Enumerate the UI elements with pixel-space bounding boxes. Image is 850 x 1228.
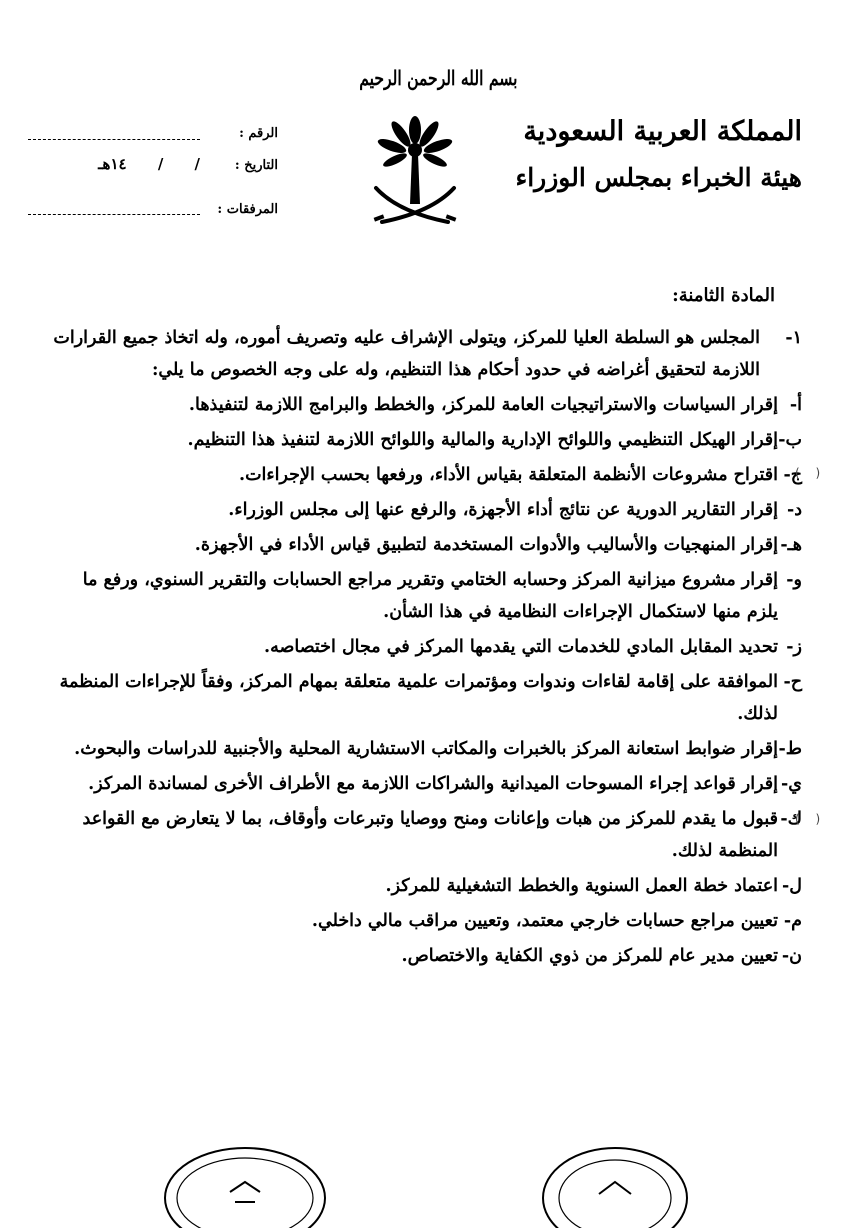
item-text: الموافقة على إقامة لقاءات وندوات ومؤتمرات علمية متعلقة بمهام المركز، وفقاً للإجراءات المنظمة لذلك.: [59, 672, 778, 724]
item-text: تحديد المقابل المادي للخدمات التي يقدمها المركز في مجال اختصاصه.: [264, 637, 778, 657]
article-item: [52, 529, 802, 561]
article-item: [52, 803, 802, 867]
item-marker: ب-: [778, 430, 802, 450]
article-item: [52, 631, 802, 663]
article-item: [52, 733, 802, 765]
item-text: تعيين مراجع حسابات خارجي معتمد، وتعيين مراقب مالي داخلي.: [311, 911, 778, 931]
item-marker: ز-: [786, 637, 802, 657]
item-text: إقرار المنهجيات والأساليب والأدوات المستخدمة لتطبيق قياس الأداء في الأجهزة.: [194, 535, 778, 555]
basmala: بسم الله الرحمن الرحيم: [359, 66, 518, 90]
article-heading: المادة الثامنة:: [672, 285, 775, 306]
item-marker: ن-: [781, 946, 802, 966]
article-item: [52, 494, 802, 526]
item-text: إقرار الهيكل التنظيمي واللوائح الإدارية والمالية واللوائح اللازمة لتنفيذ هذا التنظيم.: [187, 430, 778, 450]
article-item: [52, 564, 802, 628]
item-marker: ج-: [783, 465, 802, 485]
item-text: تعيين مدير عام للمركز من ذوي الكفاية والاختصاص.: [401, 946, 778, 966]
article-item: [52, 424, 802, 456]
article-item: [52, 870, 802, 902]
article-body: [52, 322, 802, 975]
item-text: اعتماد خطة العمل السنوية والخطط التشغيلية للمركز.: [385, 876, 778, 896]
item-marker: ط-: [778, 739, 802, 759]
item-text: إقرار ضوابط استعانة المركز بالخبرات والمكاتب الاستشارية المحلية والأجنبية للدراسات والبحوث.: [74, 739, 778, 759]
official-seal-left-icon: [160, 1142, 330, 1228]
paragraph-number: ١-: [785, 328, 802, 348]
article-item: [52, 389, 802, 421]
article-item: [52, 666, 802, 730]
ref-number-line: [28, 139, 200, 140]
article-item: [52, 940, 802, 972]
item-text: إقرار قواعد إجراء المسوحات الميدانية والشراكات اللازمة مع الأطراف الأخرى لمساندة المركز.: [88, 774, 778, 794]
article-item: [52, 905, 802, 937]
article-item: [52, 459, 802, 491]
org-name-line1: المملكة العربية السعودية: [523, 116, 802, 147]
item-marker: و-: [786, 570, 802, 590]
item-text: قبول ما يقدم للمركز من هبات وإعانات ومنح ووصايا وتبرعات وأوقاف، بما لا يتعارض مع القواعد المنظمة لذلك.: [82, 809, 778, 861]
margin-mark: ( ): [795, 466, 827, 480]
margin-mark: ( ): [795, 812, 827, 826]
article-items-list: [52, 389, 802, 972]
date-label: التاريخ :: [234, 158, 278, 173]
org-name-line2: هيئة الخبراء بمجلس الوزراء: [515, 163, 802, 192]
item-text: إقرار مشروع ميزانية المركز وحسابه الختامي وتقرير مراجع الحسابات والتقرير السنوي، ورفع ما يلزم منها لاستكمال الإجراءات النظامية في هذا الشأن.: [82, 570, 778, 622]
palm-swords-emblem-icon: [368, 108, 462, 236]
official-seal-right-icon: [535, 1138, 695, 1228]
item-marker: د-: [786, 500, 802, 520]
item-marker: ي-: [781, 774, 802, 794]
item-marker: ل-: [782, 876, 802, 896]
attachments-label: المرفقات :: [217, 202, 278, 217]
item-text: إقرار التقارير الدورية عن نتائج أداء الأجهزة، والرفع عنها إلى مجلس الوزراء.: [228, 500, 778, 520]
item-marker: ح-: [783, 672, 802, 692]
item-marker: أ-: [789, 395, 802, 415]
item-marker: م-: [783, 911, 802, 931]
ref-number-label: الرقم :: [239, 126, 278, 141]
date-value: / / ١٤هـ: [98, 155, 200, 173]
attachments-line: [28, 214, 200, 215]
item-text: اقتراح مشروعات الأنظمة المتعلقة بقياس الأداء، ورفعها بحسب الإجراءات.: [238, 465, 778, 485]
article-item: [52, 768, 802, 800]
paragraph-text: المجلس هو السلطة العليا للمركز، ويتولى الإشراف عليه وتصريف أموره، وله اتخاذ جميع القرارات اللازمة لتحقيق أغراضه في حدود أحكام هذا التنظيم، وله على وجه الخصوص ما يلي:: [53, 328, 760, 380]
article-intro-paragraph: [52, 322, 802, 386]
item-marker: ك-: [780, 809, 802, 829]
item-text: إقرار السياسات والاستراتيجيات العامة للمركز، والخطط والبرامج اللازمة لتنفيذها.: [188, 395, 778, 415]
item-marker: هـ-: [780, 535, 802, 555]
